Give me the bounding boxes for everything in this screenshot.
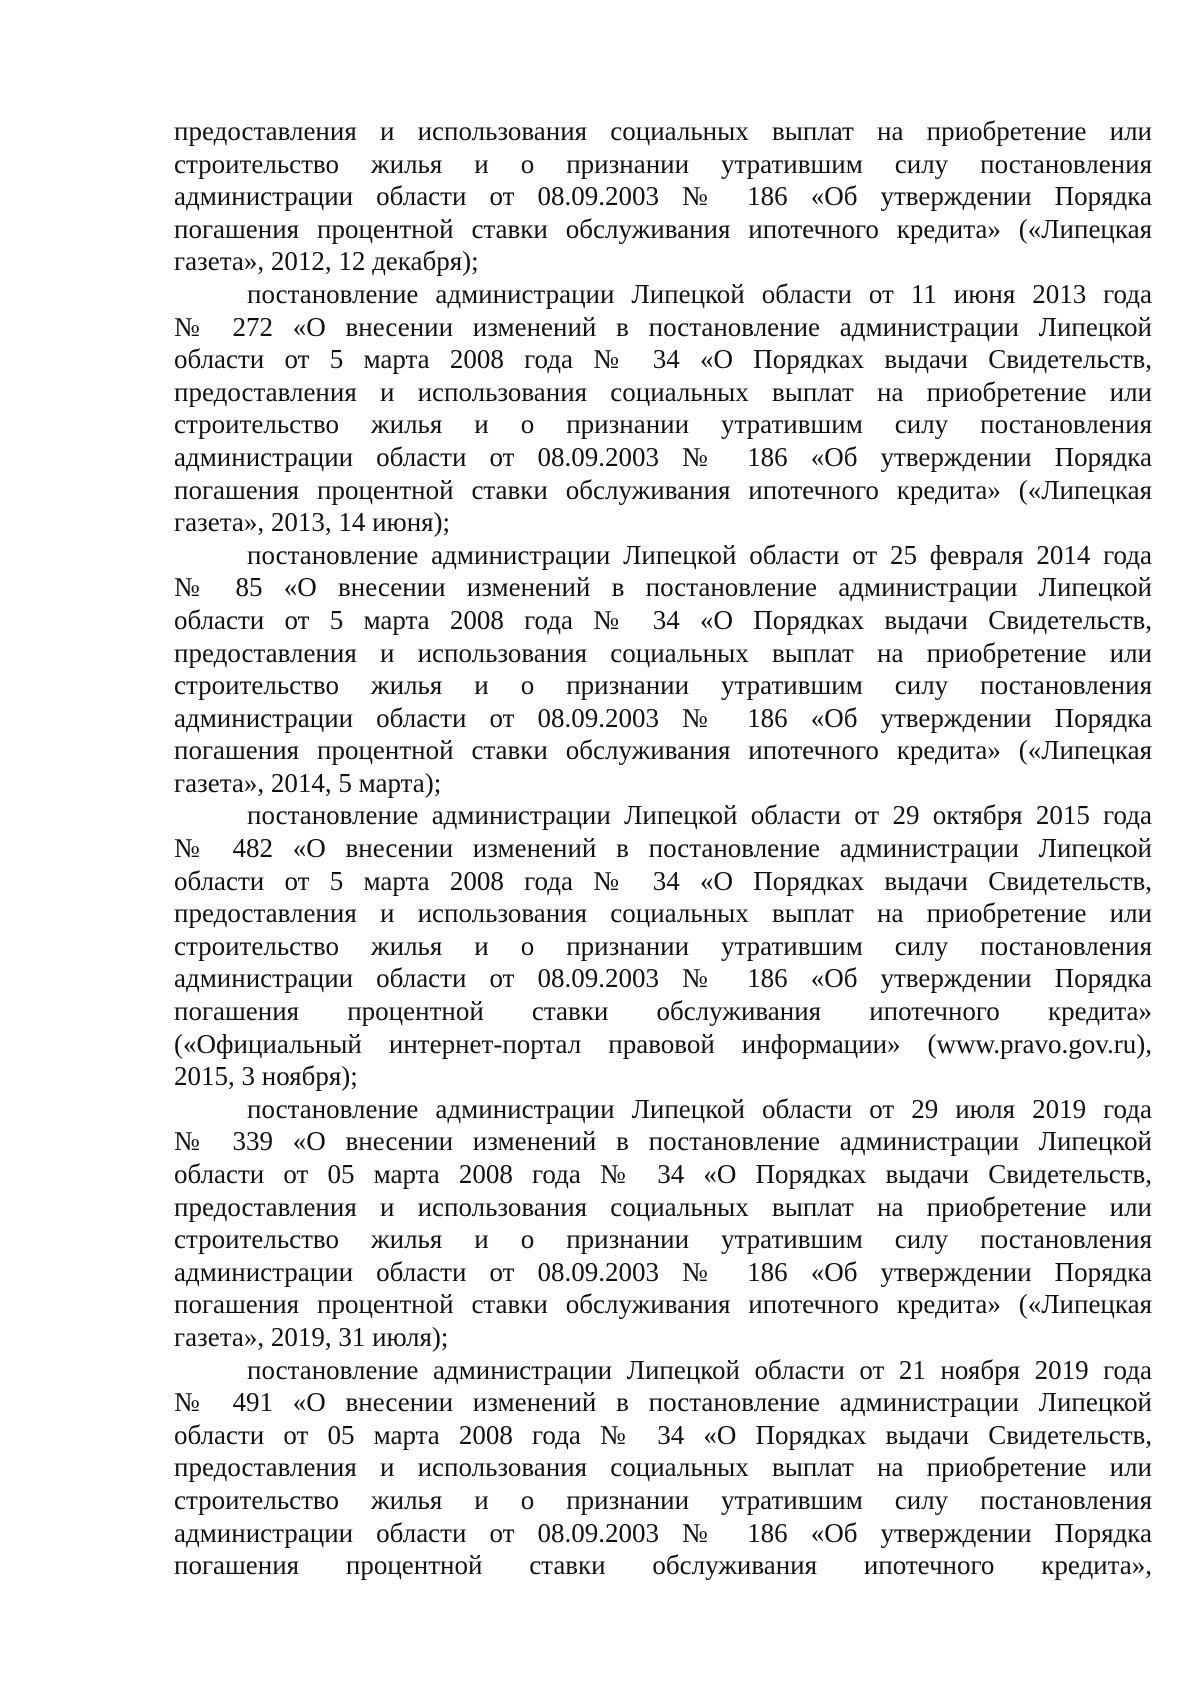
text-line: предоставления и использования социальных выплат на приобретение или bbox=[174, 637, 1152, 668]
paragraph-first-line: постановление администрации Липецкой области от 25 февраля 2014 года bbox=[247, 539, 1152, 570]
text-line: строительство жилья и о признании утратившим силу постановления bbox=[174, 670, 1152, 701]
text-line: погашения процентной ставки обслуживания ипотечного кредита» («Липецкая bbox=[174, 1289, 1152, 1320]
text-line: № 482 «О внесении изменений в постановление администрации Липецкой bbox=[174, 833, 1152, 864]
text-line: администрации области от 08.09.2003 № 186 «Об утверждении Порядка bbox=[174, 1517, 1152, 1548]
text-line: («Официальный интернет-портал правовой информации» (www.pravo.gov.ru), bbox=[174, 1028, 1152, 1059]
text-line: строительство жилья и о признании утратившим силу постановления bbox=[174, 1484, 1152, 1515]
text-line: № 339 «О внесении изменений в постановление администрации Липецкой bbox=[174, 1126, 1152, 1157]
text-line: строительство жилья и о признании утратившим силу постановления bbox=[174, 148, 1152, 179]
document-body bbox=[174, 115, 1152, 1582]
paragraph-first-line: постановление администрации Липецкой области от 29 октября 2015 года bbox=[247, 800, 1152, 831]
text-line: предоставления и использования социальных выплат на приобретение или bbox=[174, 898, 1152, 929]
text-line: газета», 2012, 12 декабря); bbox=[174, 246, 479, 277]
text-line: газета», 2014, 5 марта); bbox=[174, 767, 442, 798]
text-line: погашения процентной ставки обслуживания ипотечного кредита» («Липецкая bbox=[174, 213, 1152, 244]
text-line: администрации области от 08.09.2003 № 186 «Об утверждении Порядка bbox=[174, 441, 1152, 472]
text-line: администрации области от 08.09.2003 № 186 «Об утверждении Порядка bbox=[174, 702, 1152, 733]
text-line: газета», 2019, 31 июля); bbox=[174, 1321, 449, 1352]
text-line: администрации области от 08.09.2003 № 186 «Об утверждении Порядка bbox=[174, 1256, 1152, 1287]
text-line: № 491 «О внесении изменений в постановление администрации Липецкой bbox=[174, 1387, 1152, 1418]
text-line: погашения процентной ставки обслуживания ипотечного кредита» («Липецкая bbox=[174, 735, 1152, 766]
text-line: № 85 «О внесении изменений в постановление администрации Липецкой bbox=[174, 572, 1152, 603]
text-line: погашения процентной ставки обслуживания ипотечного кредита» («Липецкая bbox=[174, 474, 1152, 505]
text-line: администрации области от 08.09.2003 № 186 «Об утверждении Порядка bbox=[174, 963, 1152, 994]
text-line: области от 05 марта 2008 года № 34 «О Порядках выдачи Свидетельств, bbox=[174, 1159, 1152, 1189]
text-line: строительство жилья и о признании утратившим силу постановления bbox=[174, 930, 1152, 961]
text-line: погашения процентной ставки обслуживания ипотечного кредита», bbox=[174, 1550, 1152, 1581]
text-line: предоставления и использования социальных выплат на приобретение или bbox=[174, 376, 1152, 407]
text-line: № 272 «О внесении изменений в постановление администрации Липецкой bbox=[174, 311, 1152, 342]
paragraph-first-line: постановление администрации Липецкой области от 11 июня 2013 года bbox=[247, 278, 1152, 309]
text-line: строительство жилья и о признании утратившим силу постановления bbox=[174, 1224, 1152, 1255]
text-line: предоставления и использования социальных выплат на приобретение или bbox=[174, 1191, 1152, 1222]
text-line: предоставления и использования социальных выплат на приобретение или bbox=[174, 116, 1152, 146]
text-line: области от 5 марта 2008 года № 34 «О Порядках выдачи Свидетельств, bbox=[174, 344, 1152, 375]
paragraph-first-line: постановление администрации Липецкой области от 21 ноября 2019 года bbox=[247, 1354, 1152, 1385]
text-line: газета», 2013, 14 июня); bbox=[174, 507, 451, 538]
text-line: области от 05 марта 2008 года № 34 «О Порядках выдачи Свидетельств, bbox=[174, 1419, 1152, 1450]
text-line: погашения процентной ставки обслуживания ипотечного кредита» bbox=[174, 996, 1152, 1027]
text-line: области от 5 марта 2008 года № 34 «О Порядках выдачи Свидетельств, bbox=[174, 865, 1152, 896]
text-line: области от 5 марта 2008 года № 34 «О Порядках выдачи Свидетельств, bbox=[174, 604, 1152, 635]
text-line: 2015, 3 ноября); bbox=[174, 1061, 358, 1092]
text-line: администрации области от 08.09.2003 № 186 «Об утверждении Порядка bbox=[174, 181, 1152, 212]
text-line: предоставления и использования социальных выплат на приобретение или bbox=[174, 1452, 1152, 1483]
paragraph-first-line: постановление администрации Липецкой области от 29 июля 2019 года bbox=[247, 1093, 1152, 1124]
text-line: строительство жилья и о признании утратившим силу постановления bbox=[174, 409, 1152, 440]
